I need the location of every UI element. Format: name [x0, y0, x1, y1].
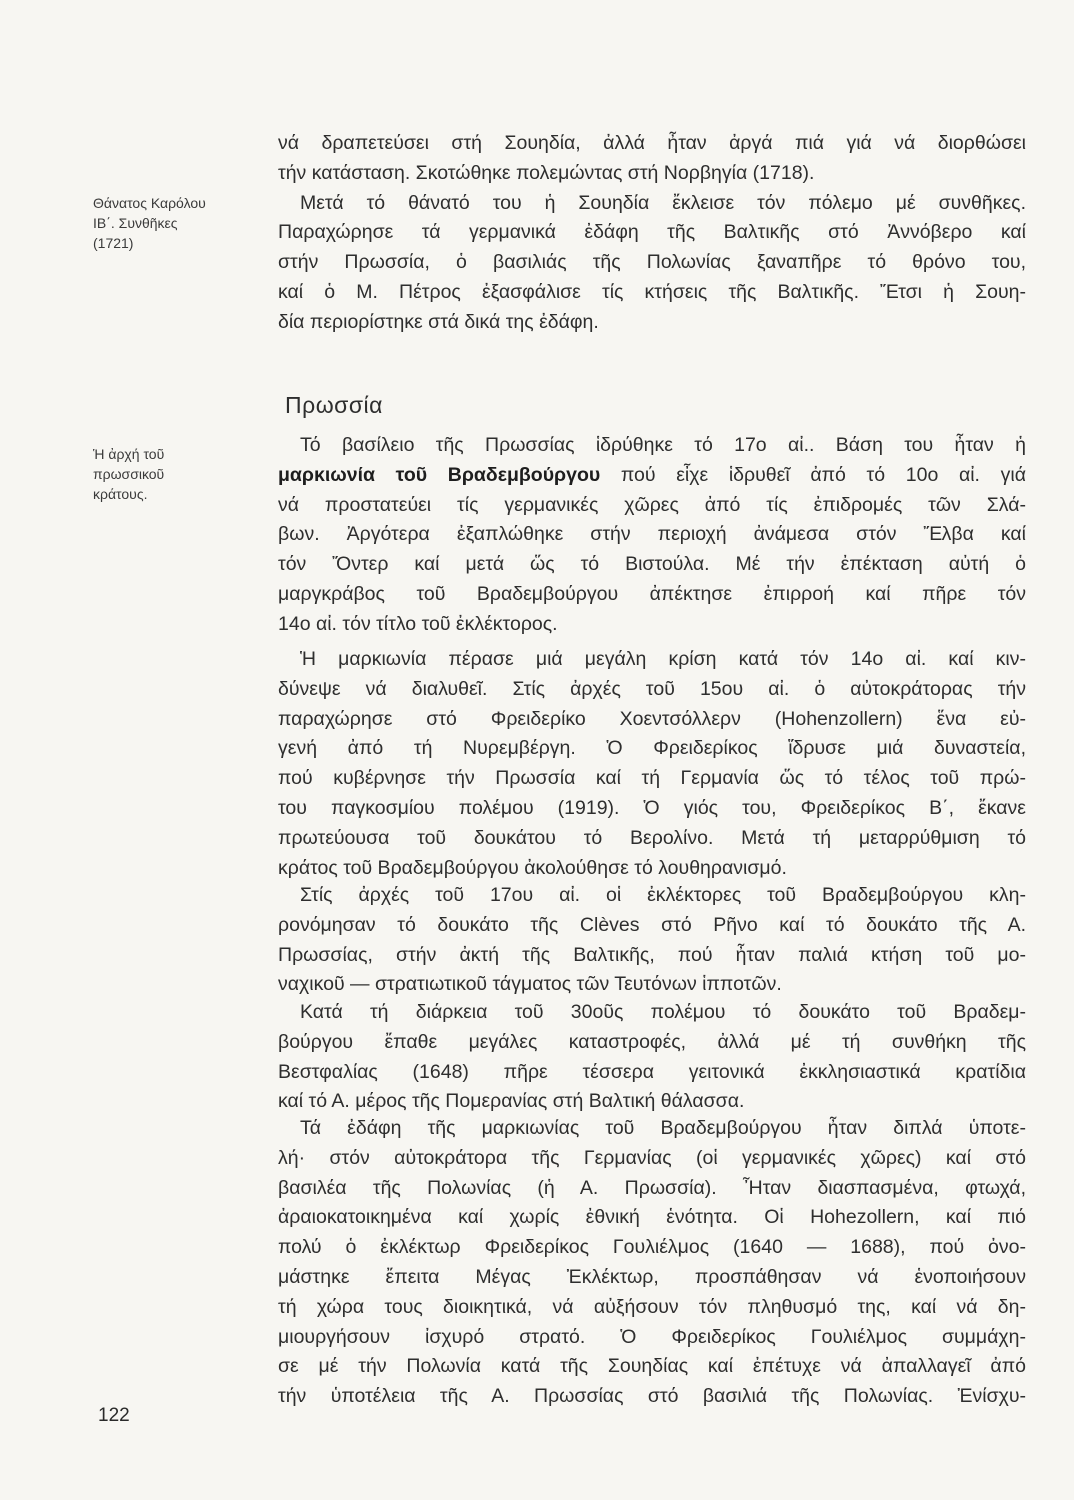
- text-line: Στίς ἀρχές τοῦ 17ου αἰ. οἱ ἐκλέκτορες τοῦ Βραδεμβούργου κλη-: [300, 884, 1026, 906]
- text-line: Τό βασίλειο τῆς Πρωσσίας ἱδρύθηκε τό 17ο αἰ.. Βάση του ἦταν ἡ: [300, 434, 1026, 456]
- margin-note-line: Θάνατος Καρόλου: [93, 195, 206, 211]
- text-line: δύνεψε νά διαλυθεῖ. Στίς ἀρχές τοῦ 15ου αἰ. ὁ αὐτοκράτορας τήν: [278, 677, 1026, 700]
- text-line: μάστηκε ἔπειτα Μέγας Ἐκλέκτωρ, προσπάθησαν νά ἑνοποιήσουν: [278, 1265, 1026, 1288]
- text-run: πού εἶχε ἱδρυθεῖ ἀπό τό 10ο αἰ. γιά: [600, 463, 1026, 486]
- text-line: δία περιορίστηκε στά δικά της ἐδάφη.: [278, 310, 599, 333]
- paragraph-3: [278, 881, 1026, 1000]
- text-line: νά δραπετεύσει στή Σουηδία, ἀλλά ἦταν ἀργά πιά γιά νά διορθώσει: [278, 132, 1026, 154]
- text-line: Ἡ μαρκιωνία πέρασε μιά μεγάλη κρίση κατά τόν 14ο αἰ. καί κιν-: [300, 648, 1026, 670]
- paragraph-2: [278, 645, 1026, 883]
- text-line: τόν Ὄντερ καί μετά ὥς τό Βιστούλα. Μέ τήν ἐπέκταση αὐτή ὁ: [278, 553, 1026, 576]
- text-line: τήν κατάσταση. Σκοτώθηκε πολεμώντας στή Νορβηγία (1718).: [278, 161, 815, 184]
- text-line: πρωτεύουσα τοῦ δουκάτου τό Βερολίνο. Μετά τή μεταρρύθμιση τό: [278, 826, 1026, 849]
- margin-note-line: κράτους.: [93, 486, 148, 502]
- text-line: βούργου ἔπαθε μεγάλες καταστροφές, ἀλλά μέ τή συνθήκη τῆς: [278, 1030, 1026, 1053]
- text-line: βων. Ἀργότερα ἐξαπλώθηκε στήν περιοχή ἀνάμεσα στόν Ἔλβα καί: [278, 523, 1026, 546]
- text-line: καί ὁ Μ. Πέτρος ἐξασφάλισε τίς κτήσεις τῆς Βαλτικῆς. Ἔτσι ἡ Σουη-: [278, 280, 1026, 303]
- text-line: γενή ἀπό τή Νυρεμβέργη. Ὁ Φρειδερίκος ἵδρυσε μιά δυναστεία,: [278, 737, 1026, 760]
- text-line: σε μέ τήν Πολωνία κατά τῆς Σουηδίας καί ἐπέτυχε νά ἀπαλλαγεῖ ἀπό: [278, 1355, 1026, 1378]
- section-title: Πρωσσία: [285, 392, 383, 418]
- text-line: [278, 461, 1026, 491]
- margin-note-line: Ἡ ἀρχή τοῦ: [93, 446, 165, 462]
- text-line: ἀραιοκατοικημένα καί χωρίς ἐθνική ἑνότητα. Οἱ Hohezollern, καί πιό: [278, 1206, 1026, 1229]
- text-line: νά προστατεύει τίς γερμανικές χῶρες ἀπό τίς ἐπιδρομές τῶν Σλά-: [278, 493, 1026, 516]
- intro-paragraph: [278, 129, 1026, 338]
- text-line: Βεστφαλίας (1648) πῆρε τέσσερα γειτονικά ἐκκλησιαστικά κρατίδια: [278, 1060, 1026, 1083]
- text-line: πολύ ὁ ἐκλέκτωρ Φρειδερίκος Γουλιέλμος (1640 — 1688), πού ὀνο-: [278, 1236, 1026, 1259]
- text-line: λή· στόν αὐτοκράτορα τῆς Γερμανίας (οἱ γερμανικές χῶρες) καί στό: [278, 1146, 1026, 1169]
- paragraph-4: [278, 998, 1026, 1117]
- text-line: Τά ἐδάφη τῆς μαρκιωνίας τοῦ Βραδεμβούργου ἦταν διπλά ὑποτε-: [300, 1117, 1026, 1139]
- text-line: στήν Πρωσσία, ὁ βασιλιάς τῆς Πολωνίας ξαναπῆρε τό θρόνο του,: [278, 251, 1026, 274]
- bold-term: μαρκιωνία τοῦ Βραδεμβούργου: [278, 463, 601, 486]
- text-line: μιουργήσουν ἰσχυρό στρατό. Ὁ Φρειδερίκος Γουλιέλμος συμμάχη-: [278, 1325, 1026, 1348]
- text-line: κράτος τοῦ Βραδεμβούργου ἀκολούθησε τό λουθηρανισμό.: [278, 856, 787, 879]
- text-line: ρονόμησαν τό δουκάτο τῆς Clèves στό Ρῆνο καί τό δουκάτο τῆς Α.: [278, 913, 1026, 936]
- margin-note-death-charles: [93, 193, 243, 253]
- text-line: 14ο αἰ. τόν τίτλο τοῦ ἐκλέκτορος.: [278, 612, 558, 635]
- text-line: Μετά τό θάνατό του ἡ Σουηδία ἔκλεισε τόν πόλεμο μέ συνθῆκες.: [300, 191, 1026, 214]
- text-line: πού κυβέρνησε τήν Πρωσσία καί τή Γερμανία ὥς τό τέλος τοῦ πρώ-: [278, 767, 1026, 790]
- margin-note-line: ΙΒ΄. Συνθῆκες: [93, 215, 178, 231]
- text-line: Πρωσσίας, στήν ἀκτή τῆς Βαλτικῆς, πού ἦταν παλιά κτήση τοῦ μο-: [278, 943, 1026, 966]
- margin-note-line: (1721): [93, 235, 134, 251]
- text-line: ναχικοῦ — στρατιωτικοῦ τάγματος τῶν Τευτόνων ἱπποτῶν.: [278, 973, 782, 996]
- text-line: καί τό Α. μέρος τῆς Πομερανίας στή Βαλτική θάλασσα.: [278, 1090, 745, 1113]
- paragraph-5: [278, 1114, 1026, 1412]
- page-number: 122: [98, 1405, 130, 1426]
- text-line: του παγκοσμίου πολέμου (1919). Ὁ γιός του, Φρειδερίκος Β΄, ἔκανε: [278, 796, 1026, 819]
- margin-note-line: πρωσσικοῦ: [93, 466, 165, 482]
- text-line: μαργκράβος τοῦ Βραδεμβούργου ἀπέκτησε ἐπιρροή καί πῆρε τόν: [278, 582, 1026, 605]
- text-line: παραχώρησε στό Φρειδερίκο Χοεντσόλλερν (Hohenzollern) ἕνα εὐ-: [278, 707, 1026, 730]
- text-line: Παραχώρησε τά γερμανικά ἐδάφη τῆς Βαλτικῆς στό Ἀννόβερο καί: [278, 221, 1026, 244]
- margin-note-prussian-state: [93, 444, 243, 504]
- paragraph-1: [278, 431, 1026, 640]
- text-line: τή χώρα τους διοικητικά, νά αὐξήσουν τόν πληθυσμό της, καί νά δη-: [278, 1295, 1026, 1318]
- text-line: βασιλέα τῆς Πολωνίας (ἡ Α. Πρωσσία). Ἦταν διασπασμένα, φτωχά,: [278, 1176, 1026, 1199]
- text-line: τήν ὑποτέλεια τῆς Α. Πρωσσίας στό βασιλιά τῆς Πολωνίας. Ἐνίσχυ-: [278, 1385, 1026, 1408]
- text-line: Κατά τή διάρκεια τοῦ 30οῦς πολέμου τό δουκάτο τοῦ Βραδεμ-: [300, 1001, 1026, 1023]
